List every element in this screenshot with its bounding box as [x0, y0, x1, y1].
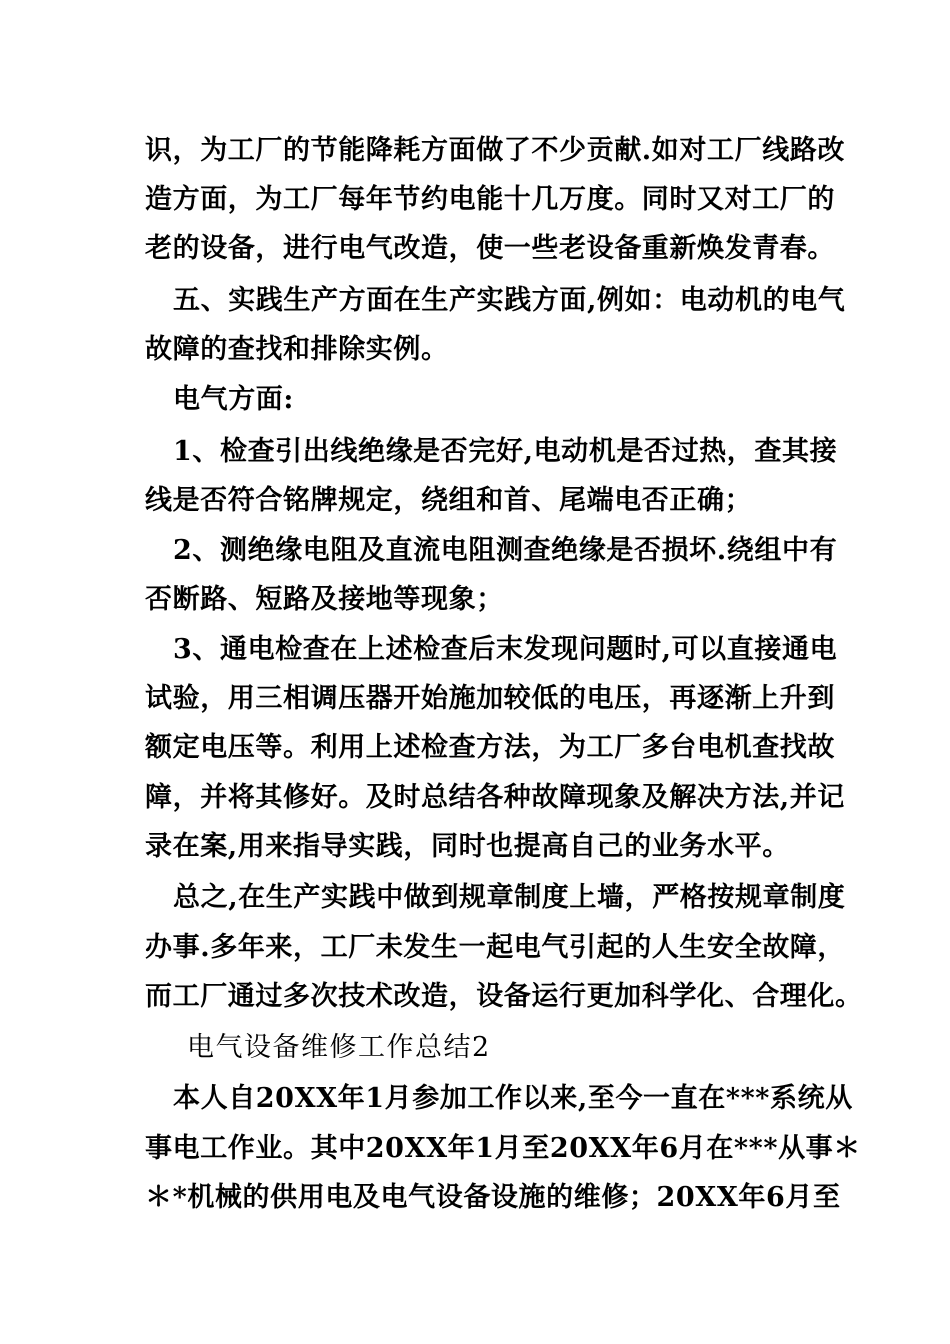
paragraph-line: 而工厂通过多次技术改造，设备运行更加科学化、合理化。	[145, 981, 863, 1012]
paragraph-line: 本人自20XX年1月参加工作以来,至今一直在***系统从	[173, 1083, 853, 1114]
section-heading-line: 五、实践生产方面在生产实践方面,例如：电动机的电气	[173, 285, 846, 316]
paragraph-line: 事电工作业。其中20XX年1月至20XX年6月在***从事＊	[145, 1133, 861, 1164]
list-item-line: 录在案,用来指导实践，同时也提高自己的业务水平。	[145, 831, 790, 862]
list-item-line: 试验，用三相调压器开始施加较低的电压，再逐渐上升到	[145, 683, 835, 714]
subsection-label: 电气方面:	[173, 384, 294, 415]
section-title: 电气设备维修工作总结2	[187, 1032, 491, 1063]
paragraph-line: 故障的查找和排除实例。	[145, 334, 449, 365]
list-item-line: 1、检查引出线绝缘是否完好,电动机是否过热，查其接	[173, 436, 838, 467]
paragraph-line: ＊*机械的供用电及电气设备设施的维修；20XX年6月至	[145, 1182, 841, 1213]
list-item-line: 线是否符合铭牌规定，绕组和首、尾端电否正确；	[145, 485, 753, 516]
paragraph-line: 办事.多年来，工厂未发生一起电气引起的人生安全故障，	[145, 932, 845, 963]
paragraph-line: 识，为工厂的节能降耗方面做了不少贡献.如对工厂线路改	[145, 135, 845, 166]
list-item-line: 障，并将其修好。及时总结各种故障现象及解决方法,并记	[145, 782, 845, 813]
paragraph-line: 造方面，为工厂每年节约电能十几万度。同时又对工厂的	[145, 184, 835, 215]
paragraph-line: 老的设备，进行电气改造，使一些老设备重新焕发青春。	[145, 233, 835, 264]
list-item-line: 否断路、短路及接地等现象；	[145, 584, 504, 615]
paragraph-line: 总之,在生产实践中做到规章制度上墙，严格按规章制度	[173, 882, 846, 913]
list-item-line: 额定电压等。利用上述检查方法，为工厂多台电机查找故	[145, 732, 835, 763]
list-item-line: 3、通电检查在上述检查后末发现问题时,可以直接通电	[173, 634, 838, 665]
list-item-line: 2、测绝缘电阻及直流电阻测查绝缘是否损坏.绕组中有	[173, 535, 838, 566]
